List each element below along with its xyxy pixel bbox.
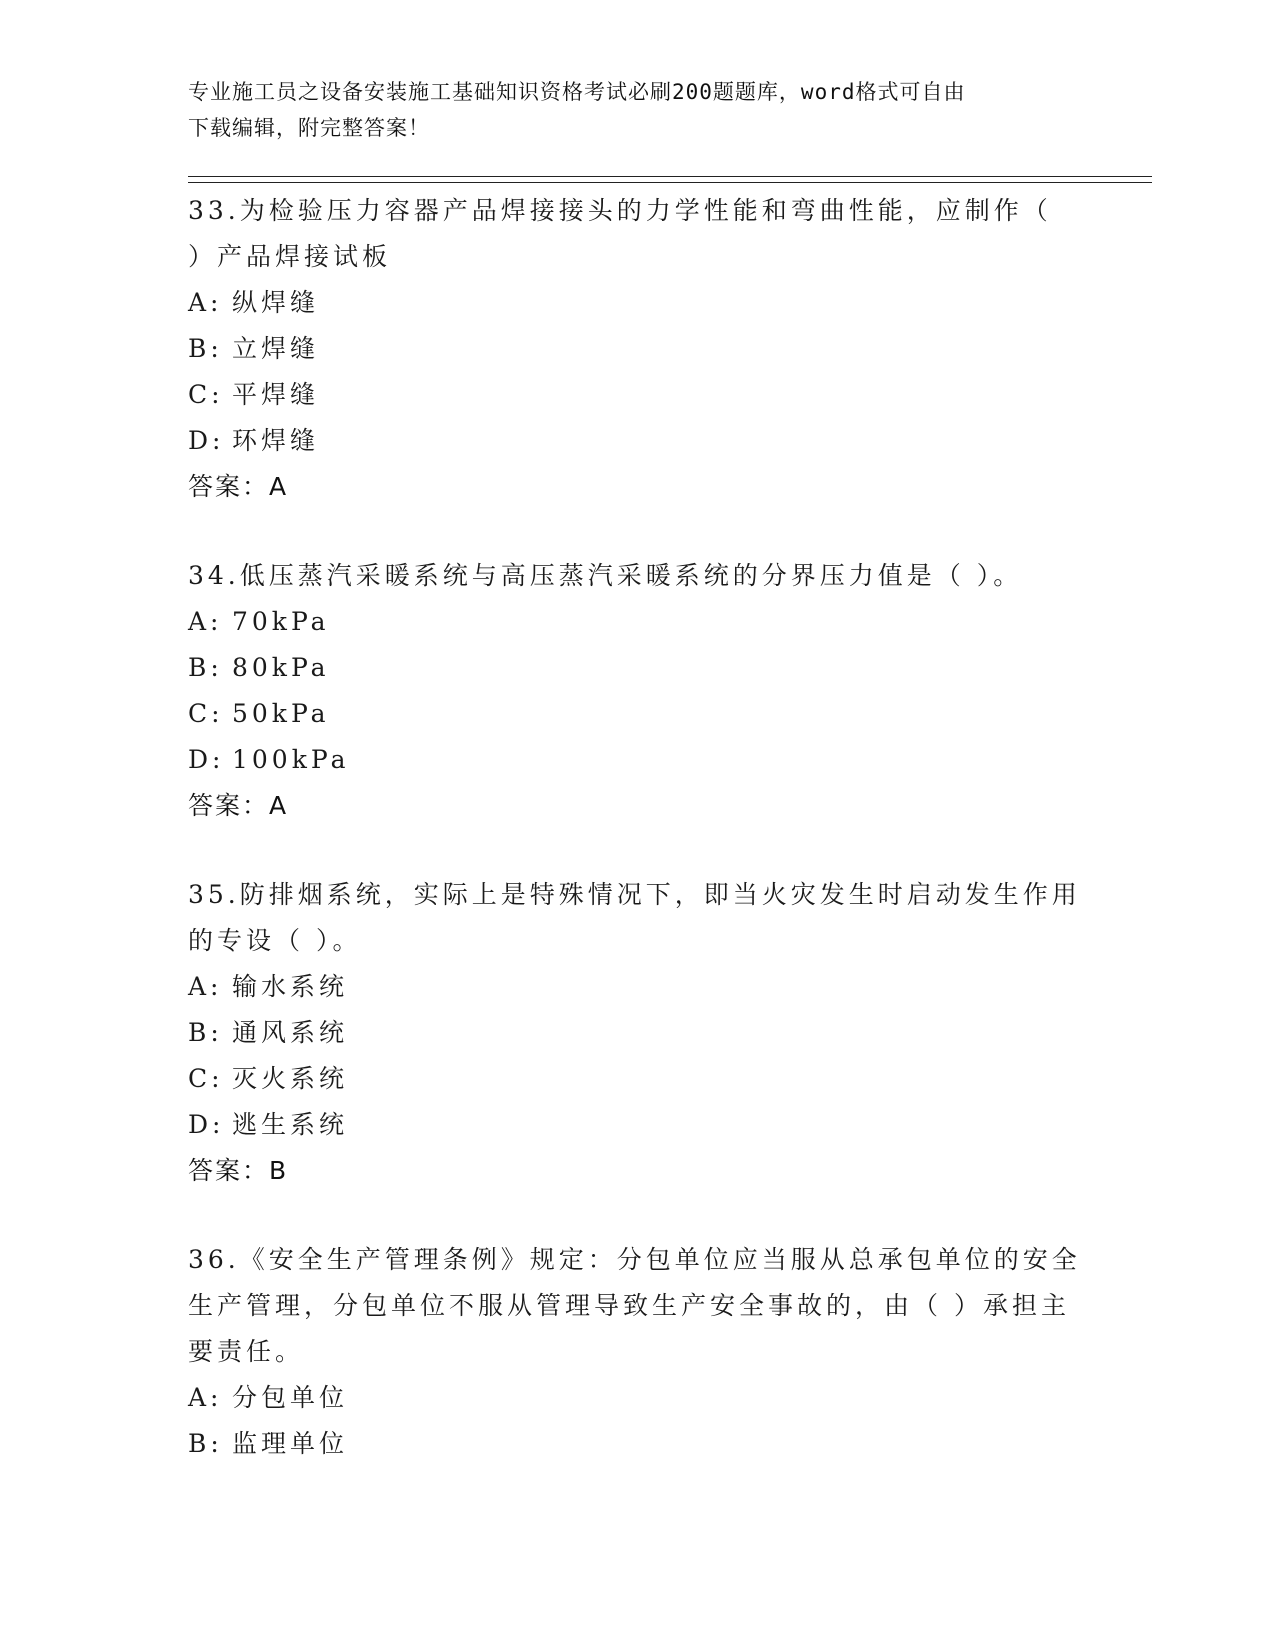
question-34 [188, 553, 1088, 829]
option-text: 环焊缝 [232, 426, 320, 455]
question-text-line: 的专设（ ）。 [188, 926, 362, 955]
option-c [188, 1056, 1088, 1102]
option-a [188, 599, 1088, 645]
question-36 [188, 1237, 1088, 1467]
question-text-line: 36.《安全生产管理条例》规定：分包单位应当服从总承包单位的安全 [188, 1245, 1081, 1274]
answer-line: 答案：B [188, 1156, 289, 1185]
question-text-line: 要责任。 [188, 1337, 305, 1366]
option-text: 输水系统 [232, 972, 349, 1001]
option-d [188, 1102, 1088, 1148]
option-label: B: [188, 334, 223, 363]
option-a [188, 964, 1088, 1010]
option-text: 50kPa [232, 699, 330, 728]
option-label: C: [188, 699, 224, 728]
option-label: A: [188, 607, 223, 636]
option-text: 纵焊缝 [232, 288, 320, 317]
option-text: 100kPa [232, 745, 350, 774]
option-label: C: [188, 1064, 224, 1093]
header-divider [188, 176, 1152, 177]
question-35 [188, 872, 1088, 1194]
document-header [188, 74, 1088, 146]
option-text: 监理单位 [232, 1429, 349, 1458]
question-text-line: 生产管理，分包单位不服从管理导致生产安全事故的，由（ ）承担主 [188, 1291, 1070, 1320]
option-b [188, 1421, 1088, 1467]
answer-line: 答案：A [188, 472, 289, 501]
option-d [188, 737, 1088, 783]
option-c [188, 372, 1088, 418]
option-text: 80kPa [232, 653, 330, 682]
option-label: A: [188, 972, 223, 1001]
question-list [188, 188, 1088, 1510]
header-divider-thin [188, 182, 1152, 183]
option-text: 灭火系统 [232, 1064, 349, 1093]
option-a [188, 1375, 1088, 1421]
option-label: B: [188, 653, 223, 682]
option-label: A: [188, 1383, 223, 1412]
option-label: D: [188, 1110, 225, 1139]
option-c [188, 691, 1088, 737]
question-text-line: 34.低压蒸汽采暖系统与高压蒸汽采暖系统的分界压力值是（ ）。 [188, 561, 1023, 590]
option-label: B: [188, 1018, 223, 1047]
header-line-2: 下载编辑，附完整答案！ [188, 116, 430, 140]
option-text: 立焊缝 [232, 334, 320, 363]
option-label: D: [188, 745, 225, 774]
option-text: 平焊缝 [232, 380, 320, 409]
option-b [188, 1010, 1088, 1056]
option-label: D: [188, 426, 225, 455]
option-label: B: [188, 1429, 223, 1458]
option-d [188, 418, 1088, 464]
question-text-line: 35.防排烟系统，实际上是特殊情况下，即当火灾发生时启动发生作用 [188, 880, 1081, 909]
option-text: 分包单位 [232, 1383, 349, 1412]
question-text-line: 33.为检验压力容器产品焊接接头的力学性能和弯曲性能，应制作（ [188, 196, 1052, 225]
option-label: C: [188, 380, 224, 409]
option-a [188, 280, 1088, 326]
option-text: 逃生系统 [232, 1110, 349, 1139]
question-33 [188, 188, 1088, 510]
option-b [188, 326, 1088, 372]
option-text: 70kPa [232, 607, 330, 636]
option-label: A: [188, 288, 223, 317]
option-text: 通风系统 [232, 1018, 349, 1047]
answer-line: 答案：A [188, 791, 289, 820]
question-text-line: ）产品焊接试板 [188, 242, 392, 271]
header-line-1: 专业施工员之设备安装施工基础知识资格考试必刷200题题库，word格式可自由 [188, 80, 966, 104]
option-b [188, 645, 1088, 691]
